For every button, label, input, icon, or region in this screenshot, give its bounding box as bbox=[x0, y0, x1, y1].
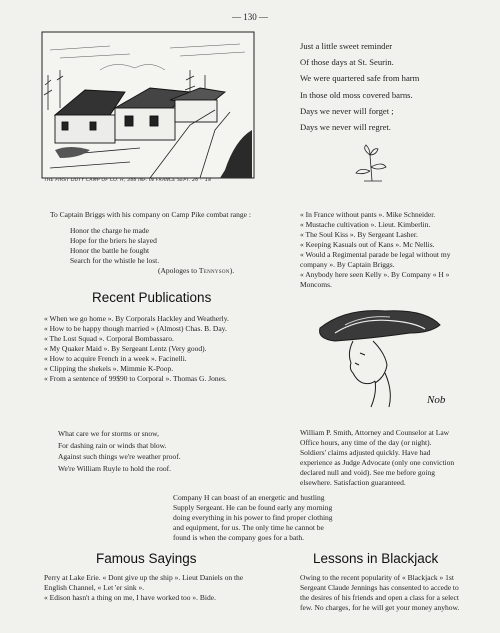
list-item: « Clipping the shekels ». Mimmie K-Poop. bbox=[44, 364, 174, 373]
poem-line: In those old moss covered barns. bbox=[300, 89, 413, 100]
briggs-verse-line: Hope for the briers he slayed bbox=[70, 236, 157, 245]
recent-publications-list bbox=[44, 314, 260, 384]
smith-ad bbox=[300, 428, 460, 488]
famous-sayings-text bbox=[44, 573, 260, 603]
briggs-section bbox=[50, 210, 260, 276]
credit-suffix: ). bbox=[229, 266, 235, 275]
flower-ornament bbox=[352, 143, 392, 183]
credit-name: Tennyson bbox=[198, 266, 230, 275]
list-item: « How to acquire French in a week ». Facinelli. bbox=[44, 354, 187, 363]
list-item: « Keeping Kasuals out of Kans ». Mc Nellis. bbox=[300, 240, 435, 249]
list-item: « Anybody here seen Kelly ». By Company « H » Moncoms. bbox=[300, 270, 450, 289]
credit-prefix: (Apologes to bbox=[158, 266, 199, 275]
storms-verse bbox=[58, 428, 258, 474]
list-item: « When we go home ». By Corporals Hackley and Weatherly. bbox=[44, 314, 229, 323]
list-item: « Would a Regimental parade be legal without my company ». By Captain Briggs. bbox=[300, 250, 451, 269]
sketch-caption: THE FIRST DUTY CAMP OF CO. H, 346 INF. IN FRANCE SEPT. 26 - '18 bbox=[44, 178, 212, 183]
supply-sergeant-note: Company H can boast of an energetic and hustling Supply Sergeant. He can be found early any morning doing everything in his power to find proper clothing and equipment, for us. The only time he cannot be found is when the company goes for a bath. bbox=[173, 493, 333, 542]
camp-sketch-illustration bbox=[40, 30, 256, 188]
smith-hours: Office hours, any time of the day (or night). bbox=[300, 438, 432, 447]
blackjack-heading: Lessons in Blackjack bbox=[313, 551, 439, 566]
sketch-signature: Nob bbox=[427, 394, 446, 406]
list-item: « The Soul Kiss ». By Sergeant Lasher. bbox=[300, 230, 418, 239]
recent-publications-heading: Recent Publications bbox=[92, 290, 212, 305]
poem-line: Of those days at St. Seurin. bbox=[300, 57, 394, 68]
list-item: « How to be happy though married » (Almost) Chas. B. Day. bbox=[44, 324, 227, 333]
blackjack-text: Owing to the recent popularity of « Blackjack » 1st Sergeant Claude Jennings has consented to accede to the desires of his friends and open a class for a select few. No charges, for he will get your money anyhow. bbox=[300, 573, 460, 612]
list-item: « In France without pants ». Mike Schneider. bbox=[300, 210, 436, 219]
smith-title: William P. Smith, Attorney and Counselor at Law bbox=[300, 428, 450, 437]
list-item: « The Lost Squad ». Corporal Bombassaro. bbox=[44, 334, 174, 343]
smith-body: Soldiers' claims adjusted quickly. Have had experience as Judge Advocate (only one conviction declared null and void). See me before going elsewhere. Satisfaction guaranteed. bbox=[300, 448, 455, 487]
lady-in-hat-sketch bbox=[315, 303, 455, 413]
briggs-verse-line: Search for the whistle he lost. bbox=[70, 256, 160, 265]
reminder-poem bbox=[300, 38, 500, 135]
poem-line: We were quartered safe from harm bbox=[300, 73, 420, 84]
list-item: « My Quaker Maid ». By Sergeant Lentz (Very good). bbox=[44, 344, 207, 353]
briggs-verse-line: Honor the charge he made bbox=[70, 226, 149, 235]
briggs-credit bbox=[50, 266, 260, 276]
verse-line: For dashing rain or winds that blow. bbox=[58, 440, 167, 450]
page-number: — 130 — bbox=[232, 12, 268, 22]
list-item: « From a sentence of 99$90 to Corporal ». Thomas G. Jones. bbox=[44, 374, 227, 383]
poem-line: Just a little sweet reminder bbox=[300, 41, 393, 51]
saying: Perry at Lake Erie. « Dont give up the ship ». Lieut Daniels on the English Channel, « Let 'er sink ». bbox=[44, 573, 244, 592]
verse-line: What care we for storms or snow, bbox=[58, 429, 159, 438]
briggs-intro: To Captain Briggs with his company on Camp Pike combat range : bbox=[50, 210, 251, 219]
poem-line: Days we never will regret. bbox=[300, 122, 391, 133]
verse-line: We're William Ruyle to hold the roof. bbox=[58, 463, 171, 473]
titles-list bbox=[300, 210, 460, 290]
briggs-verse-line: Honor the battle he fought bbox=[70, 246, 150, 255]
poem-line: Days we never will forget ; bbox=[300, 105, 394, 116]
saying: « Edison hasn't a thing on me, I have worked too ». Bide. bbox=[44, 593, 216, 602]
famous-sayings-heading: Famous Sayings bbox=[96, 551, 197, 566]
verse-line: Against such things we're weather proof. bbox=[58, 452, 181, 461]
list-item: « Mustache cultivation ». Lieut. Kimberlin. bbox=[300, 220, 431, 229]
